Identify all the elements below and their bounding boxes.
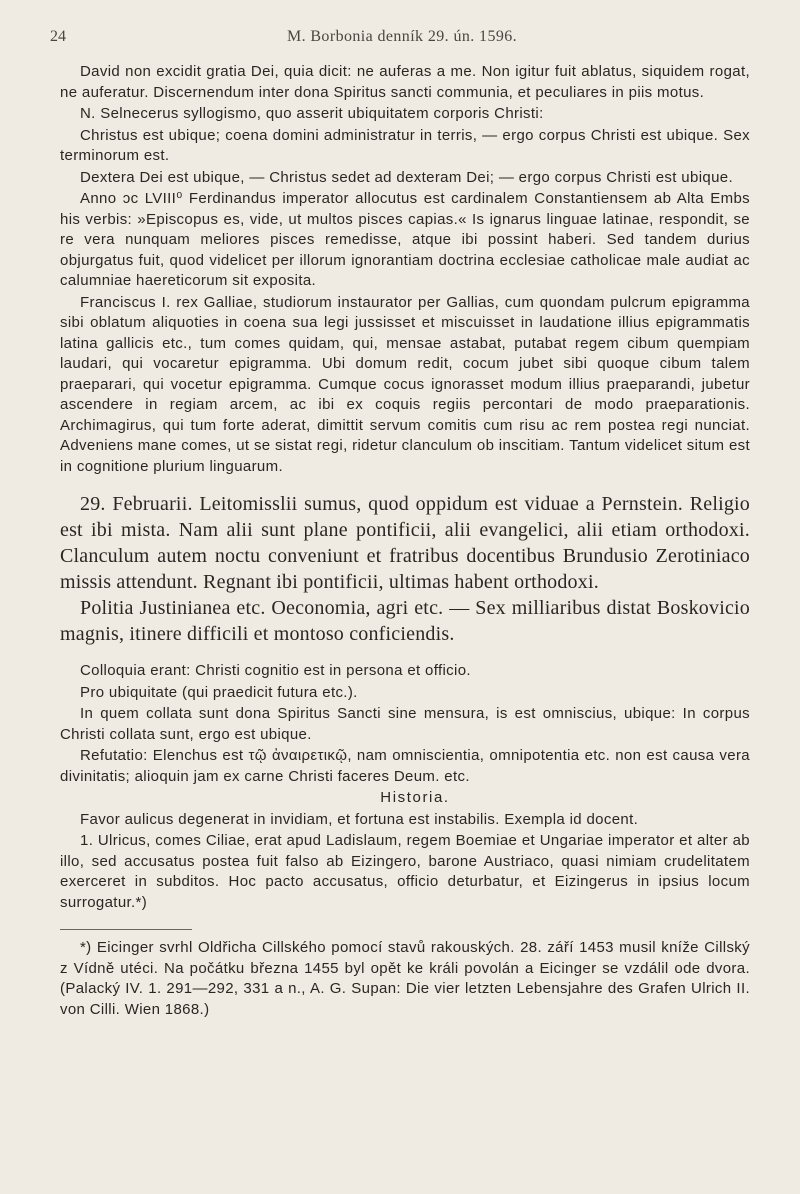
historia-paragraph: 1. Ulricus, comes Ciliae, erat apud Ladislaum, regem Boemiae et Ungariae imperator et alter ab illo, sed accusatus postea fuit falso ab Eizingero, barone Austriaco, quasi nimiam crudelitatem exerceret in subditos. Hoc pacto accusatus, officio deturbatur, et Eizingerus in ipsius locum surrogatur.*): [60, 832, 750, 911]
diary-entry: [60, 491, 750, 647]
paragraph: Christus est ubique; coena domini administratur in terris, — ergo corpus Christi est ubique. Sex terminorum est.: [60, 126, 750, 164]
historia-paragraph: Favor aulicus degenerat in invidiam, et fortuna est instabilis. Exempla id docent.: [80, 810, 639, 828]
footnote-rule: [60, 929, 192, 930]
page-header: [50, 22, 754, 46]
paragraph: Dextera Dei est ubique, — Christus sedet ad dexteram Dei; — ergo corpus Christi est ubique.: [80, 168, 733, 186]
paragraph: David non excidit gratia Dei, quia dicit: ne auferas a me. Non igitur fuit ablatus, siquidem rogat, ne auferatur. Discernendum inter dona Spiritus sancti communia, et peculiares in piis motus.: [60, 63, 750, 101]
paragraph: Anno ɔc LVIII⁰ Ferdinandus imperator allocutus est cardinalem Constantiensem ab Alta Embs his verbis: »Episcopus es, vide, ut multos pisces capias.« Is ignarus linguae latinae, respondit, se re vera nunquam meliores pisces remedisse, atque ibi possint haberi. Sed tandem durius objurgatus fuit, quod videlicet per illorum ignorantiam doctrina ecclesiae catholicae male audiat ac calumniae haereticorum sit exposita.: [60, 190, 750, 289]
diary-paragraph: Politia Justinianea etc. Oeconomia, agri etc. — Sex milliaribus distat Boskovicio magnis, itinere difficili et montoso conficiendis.: [60, 597, 750, 645]
colloquia-paragraph: In quem collata sunt dona Spiritus Sancti sine mensura, is est omniscius, ubique: In corpus Christi collata sunt, ergo est ubique.: [60, 705, 750, 743]
section-heading: Historia.: [380, 789, 450, 806]
colloquia-paragraph: Refutatio: Elenchus est τῷ ἀναιρετικῷ, nam omniscientia, omnipotentia etc. non est causa vera divinitatis; alioquin jam ex carne Christi faceres Deum. etc.: [60, 747, 750, 785]
diary-paragraph: 29. Februarii. Leitomisslii sumus, quod oppidum est viduae a Pernstein. Religio est ibi mista. Nam alii sunt plane pontificii, alii evangelici, alii etiam orthodoxi. Clanculum autem noctu conveniunt et fratribus docentibus Brundusio Zerotiniaco missis attendunt. Regnant ibi pontificii, ultimas habent orthodoxi.: [60, 493, 750, 593]
paragraph: Franciscus I. rex Galliae, studiorum instaurator per Gallias, cum quondam pulcrum epigramma sibi oblatum aliquoties in coena sua legi jussisset et miscuisset in laudatione illius epigrammatis latina gallicis etc., tum comes quidam, qui, mensae astabat, putabat regem cibum quempiam laudari, qui vocaretur epigramma. Ubi domum redit, cocum jubet sibi quoque cibum talem praeparari, qui vocetur epigramma. Cumque cocus ignorasset modum illius praeparandi, jubetur ascendere in regiam arcem, ac ibi ex coquis regiis percontari de modo praeparationis. Archimagirus, qui tum forte aderat, dimittit servum comitis cum risu ac rem postea regi nunciat. Adveniens mane comes, ut se sistat regi, ridetur clanculum ob inscitiam. Tantum videlicet situm est in cognitione plurium linguarum.: [60, 293, 750, 475]
footnote: [60, 938, 750, 1020]
colloquia-paragraph: Colloquia erant: Christi cognitio est in persona et officio.: [80, 662, 471, 679]
paragraph: N. Selnecerus syllogismo, quo asserit ubiquitatem corporis Christi:: [80, 105, 544, 122]
page-body: [60, 62, 750, 1021]
page-number: 24: [50, 28, 66, 45]
footnote-text: *) Eicinger svrhl Oldřicha Cillského pomocí stavů rakouských. 28. září 1453 musil kníže Cillský z Vídně utéci. Na počátku března 1455 byl opět ke králi povolán a Eicinger se vzdálil ode dvora. (Palacký IV. 1. 291—292, 331 a n., A. G. Supan: Die vier letzten Lebensjahre des Grafen Ulrich II. von Cilli. Wien 1868.): [60, 939, 750, 1018]
running-title: M. Borbonia denník 29. ún. 1596.: [286, 28, 518, 45]
colloquia-paragraph: Pro ubiquitate (qui praedicit futura etc.).: [80, 683, 358, 701]
